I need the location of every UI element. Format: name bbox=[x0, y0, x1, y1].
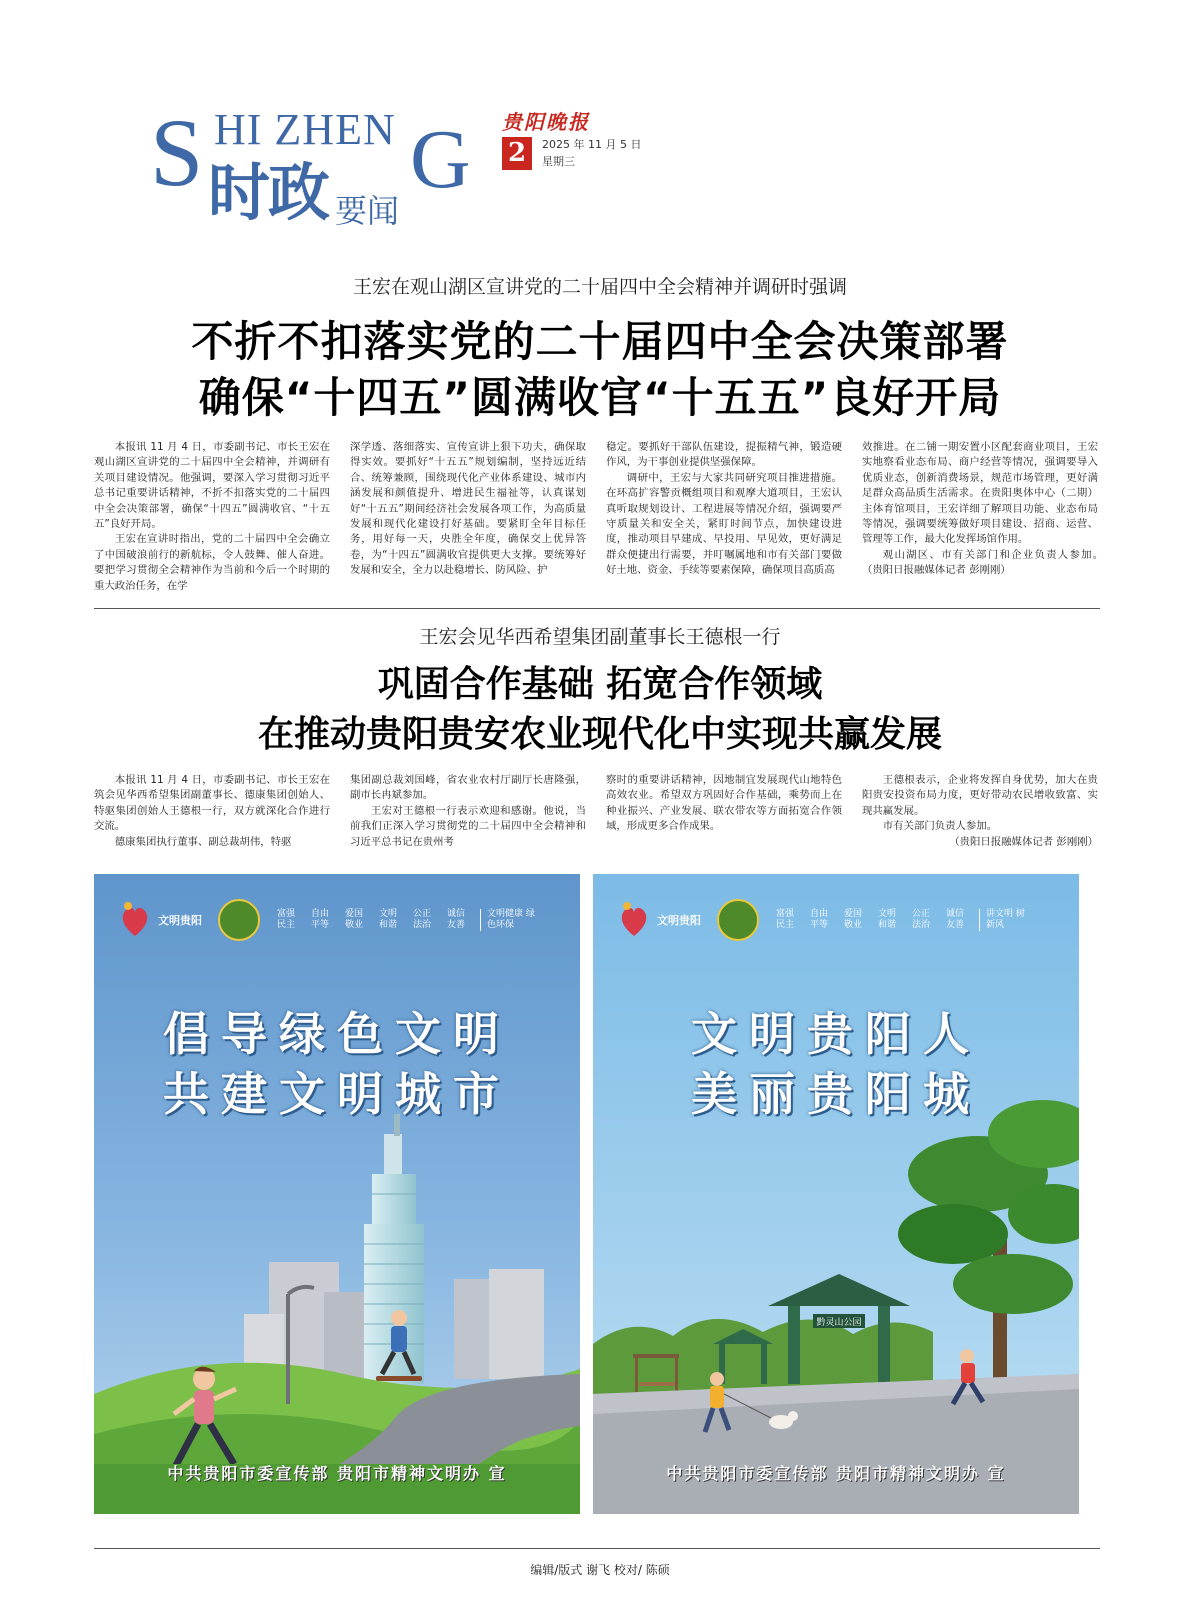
issue-date-block bbox=[542, 136, 641, 170]
article1-paragraph: 稳定。要抓好干部队伍建设，提振精气神，锻造硬作风，为干事创业提供坚强保障。 bbox=[606, 441, 842, 469]
poster-left-slogan-line1: 倡导绿色文明 bbox=[163, 1007, 511, 1061]
issue-weekday: 星期三 bbox=[542, 155, 575, 168]
article1-column-4 bbox=[862, 440, 1109, 594]
poster-right-logo-row bbox=[617, 899, 1026, 941]
poster-left-illustration bbox=[94, 874, 580, 1514]
paper-logo: 贵阳晚报 bbox=[502, 110, 590, 134]
article2-column-3 bbox=[606, 773, 842, 850]
civilized-guiyang-logo-icon bbox=[617, 900, 651, 940]
core-value: 公正法治 bbox=[412, 909, 431, 930]
article2-paragraph: 王宏对王德根一行表示欢迎和感谢。他说，当前我们正深入学习贯彻党的二十届四中全会精神和习近平总书记在贵州考 bbox=[350, 804, 586, 848]
core-value: 文明和谐 bbox=[877, 909, 896, 930]
core-value: 文明和谐 bbox=[378, 909, 397, 930]
article1-column-2 bbox=[350, 440, 586, 594]
poster-right-slogan-line2: 美丽贵阳城 bbox=[691, 1067, 981, 1121]
core-values-list bbox=[274, 909, 468, 931]
article1-body bbox=[94, 440, 1109, 594]
article1-paragraph: 本报讯 11 月 4 日，市委副书记、市长王宏在观山湖区宣讲党的二十届四中全会精神，并调研有关项目建设情况。他强调，要深入学习贯彻习近平总书记重要讲话精神，不折不扣落实党的二十届四中全会决策部署，确保“十四五”圆满收官、“十五五”良好开局。 bbox=[94, 441, 330, 531]
poster-left-slogan-line2: 共建文明城市 bbox=[163, 1067, 511, 1121]
article2-paragraph: 本报讯 11 月 4 日，市委副书记、市长王宏在筑会见华西希望集团副董事长、德康集团创始人、特驱集团创始人王德根一行，双方就深化合作进行交流。 bbox=[94, 774, 330, 833]
core-value: 爱国敬业 bbox=[344, 909, 363, 930]
park-gate-sign: 黔灵山公园 bbox=[816, 1318, 862, 1328]
article2-column-2 bbox=[350, 773, 586, 850]
poster-left-logo-text: 文明贵阳 bbox=[158, 914, 202, 927]
tree-emblem-icon bbox=[218, 899, 260, 941]
article1-kicker: 王宏在观山湖区宣讲党的二十届四中全会精神并调研时强调 bbox=[352, 276, 847, 298]
core-value: 公正法治 bbox=[911, 909, 930, 930]
poster-right-illustration bbox=[593, 874, 1079, 1514]
section-title: 时政 bbox=[208, 156, 329, 229]
article1-paragraph: 效推进。在二铺一期安置小区配套商业项目，王宏实地察看业态布局、商户经营等情况，强调要导入优质业态，创新消费场景，规范市场管理，更好满足群众高品质生活需求。在贵阳奥体中心（二期）主体育馆项目，王宏详细了解项目功能、业态布局等情况，强调要统筹做好项目建设、招商、运营、管理等工作，最大化发挥场馆作用。 bbox=[862, 441, 1098, 546]
issue-date: 2025 年 11 月 5 日 bbox=[542, 138, 642, 151]
poster-left bbox=[94, 874, 580, 1514]
article2-column-1 bbox=[94, 773, 330, 850]
article1-column-3 bbox=[606, 440, 842, 594]
poster-right bbox=[593, 874, 1079, 1514]
article2-paragraph: 察时的重要讲话精神，因地制宜发展现代山地特色高效农业。希望双方巩固好合作基础，乘势而上在种业振兴、产业发展、联农带农等方面拓宽合作领域，形成更多合作成果。 bbox=[606, 774, 842, 833]
article2-paragraph: 王德根表示，企业将发挥自身优势，加大在贵阳贵安投资布局力度，更好带动农民增收致富、实现共赢发展。 bbox=[862, 774, 1098, 817]
poster-left-logo-row bbox=[118, 899, 537, 941]
article-divider bbox=[94, 608, 1100, 609]
poster-right-slogan-line1: 文明贵阳人 bbox=[691, 1007, 981, 1061]
core-value: 爱国敬业 bbox=[843, 909, 862, 930]
article2-paragraph: 市有关部门负责人参加。 bbox=[882, 820, 998, 833]
editor-credit: 编辑/版式 谢飞 校对/ 陈硕 bbox=[530, 1563, 670, 1577]
masthead-latin-title: HI ZHEN bbox=[214, 105, 396, 154]
core-value: 自由平等 bbox=[310, 909, 329, 930]
article1-paragraph: 深学透、落细落实、宣传宣讲上狠下功夫，确保取得实效。要抓好“十五五”规划编制，坚持远近结合、统筹兼顾，围绕现代化产业体系建设、城市内涵发展和颜值提升、增进民生福祉等，认真谋划好“十五五”期间经济社会发展各项工作，为高质量发展和现代化建设打好基础。要紧盯全年目标任务，用好每一天，央胜全年度，确保交上优异答卷，为“十四五”圆满收官提供更大支撑。要统筹好发展和安全，全力以赴稳增长、防风险、护 bbox=[350, 441, 586, 577]
core-value: 富强民主 bbox=[775, 909, 794, 930]
article2-paragraph: 集团副总裁刘国峰，省农业农村厅副厅长唐隆强，副市长冉斌参加。 bbox=[350, 774, 586, 802]
section-subtitle: 要闻 bbox=[335, 192, 400, 230]
article2-paragraph: 德康集团执行董事、副总裁胡伟，特驱 bbox=[114, 835, 292, 848]
article1-headline-line2: 确保“十四五”圆满收官“十五五”良好开局 bbox=[198, 373, 1002, 422]
core-value: 诚信友善 bbox=[446, 909, 465, 930]
core-value: 诚信友善 bbox=[945, 909, 964, 930]
article2-byline: （贵阳日报融媒体记者 彭刚刚） bbox=[949, 835, 1098, 848]
article1-column-1 bbox=[94, 440, 330, 594]
article1-paragraph: 王宏在宣讲时指出，党的二十届四中全会确立了中国破浪前行的新航标，令人鼓舞、催人奋进。要把学习贯彻全会精神作为当前和今后一个时期的重大政治任务，在学 bbox=[94, 533, 330, 592]
footer-divider bbox=[94, 1548, 1100, 1549]
article1-headline-line1: 不折不扣落实党的二十届四中全会决策部署 bbox=[191, 317, 1009, 366]
page-number: 2 bbox=[502, 137, 532, 170]
poster-right-logo-text: 文明贵阳 bbox=[657, 914, 701, 927]
article2-body bbox=[94, 773, 1098, 850]
poster-right-tag: 讲文明 树新风 bbox=[979, 909, 1026, 931]
article2-headline-line2: 在推动贵阳贵安农业现代化中实现共赢发展 bbox=[257, 714, 942, 755]
core-values-list bbox=[773, 909, 967, 931]
core-value: 自由平等 bbox=[809, 909, 828, 930]
tree-emblem-icon bbox=[717, 899, 759, 941]
article2-column-4 bbox=[862, 773, 1098, 850]
article1-paragraph: 调研中，王宏与大家共同研究项目推进措施。在环高扩容警贡概组项目和观摩大道项目，王宏认真听取规划设计、工程进展等情况介绍，强调要严守质量关和安全关，紧盯时间节点，加快建设进度，推动项目早建成、早投用、早见效，更好满足群众便捷出行需要，并叮嘱属地和市有关部门要做好土地、资金、手续等要素保障，确保项目高质高 bbox=[606, 471, 842, 577]
poster-left-tag: 文明健康 绿色环保 bbox=[480, 909, 537, 931]
poster-right-credit: 中共贵阳市委宣传部 贵阳市精神文明办 宣 bbox=[666, 1464, 1006, 1483]
poster-left-credit: 中共贵阳市委宣传部 贵阳市精神文明办 宣 bbox=[167, 1464, 507, 1483]
masthead-letter-s: S bbox=[150, 99, 204, 206]
core-value: 富强民主 bbox=[276, 909, 295, 930]
article2-kicker: 王宏会见华西希望集团副董事长王德根一行 bbox=[419, 626, 781, 648]
civilized-guiyang-logo-icon bbox=[118, 900, 152, 940]
article1-byline: 观山湖区、市有关部门和企业负责人参加。 （贵阳日报融媒体记者 彭刚刚） bbox=[862, 548, 1109, 577]
article2-headline-line1: 巩固合作基础 拓宽合作领域 bbox=[377, 664, 823, 705]
masthead-letter-g: G bbox=[410, 113, 471, 206]
